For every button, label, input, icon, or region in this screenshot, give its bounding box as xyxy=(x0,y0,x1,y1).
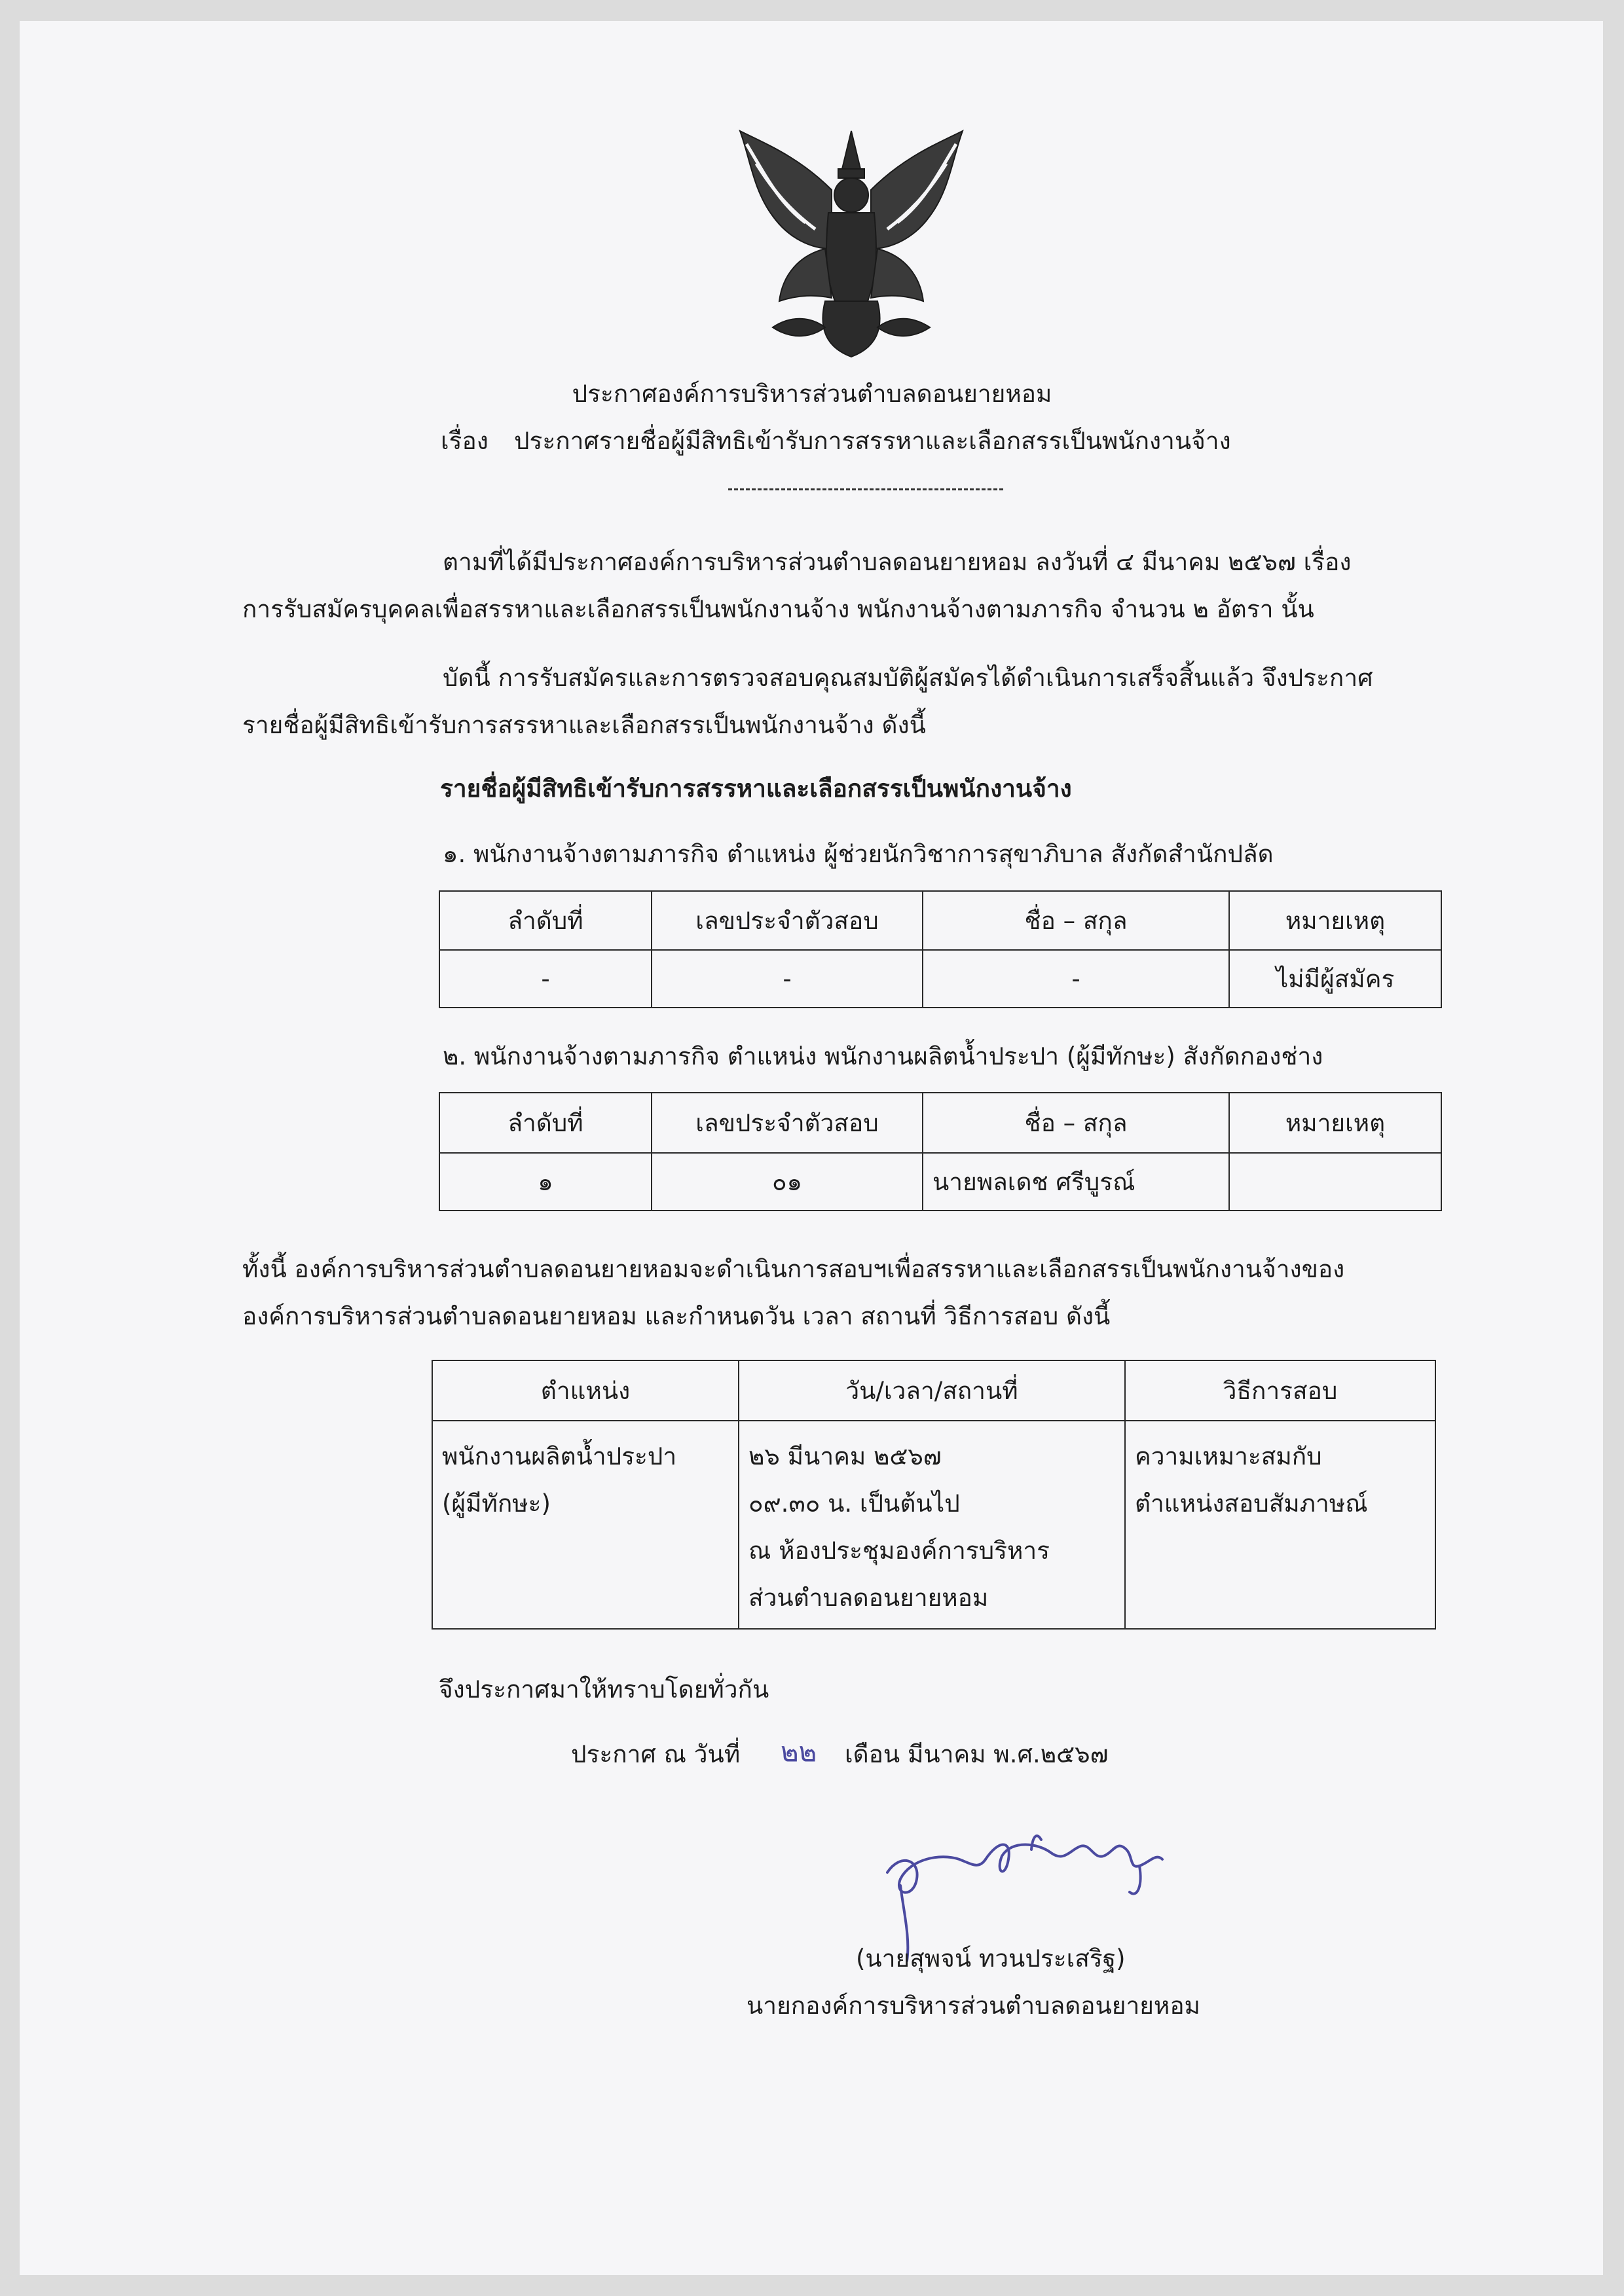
table-cell: ๐๑ xyxy=(652,1153,923,1211)
para1-line2: การรับสมัครบุคคลเพื่อสรรหาและเลือกสรรเป็นพนักงานจ้าง พนักงานจ้างตามภารกิจ จำนวน ๒ อัตรา นั้น xyxy=(242,595,1314,623)
signer-title: นายกองค์การบริหารส่วนตำบลดอนยายหอม xyxy=(747,1992,1200,2020)
schedule-line: ๒๖ มีนาคม ๒๕๖๗ xyxy=(748,1442,942,1470)
para2-line1: บัดนี้ การรับสมัครและการตรวจสอบคุณสมบัติผู้สมัครได้ดำเนินการเสร็จสิ้นแล้ว จึงประกาศ xyxy=(443,664,1373,692)
schedule-line: ณ ห้องประชุมองค์การบริหาร xyxy=(748,1537,1050,1565)
exam-intro-line1: ทั้งนี้ องค์การบริหารส่วนตำบลดอนยายหอมจะดำเนินการสอบฯเพื่อสรรหาและเลือกสรรเป็นพนักงานจ้างของ xyxy=(242,1255,1345,1283)
header-cell: ตำแหน่ง xyxy=(432,1360,739,1421)
table-cell xyxy=(1229,1153,1441,1211)
header-cell: ลำดับที่ xyxy=(439,1093,652,1153)
garuda-emblem-icon xyxy=(727,118,976,373)
header-cell: หมายเหตุ xyxy=(1229,891,1441,950)
table-cell: ๑ xyxy=(439,1153,652,1211)
position-cell xyxy=(432,1421,739,1629)
header-cell: เลขประจำตัวสอบ xyxy=(652,891,923,950)
table-row xyxy=(439,1153,1441,1211)
table-cell: นายพลเดช ศรีบูรณ์ xyxy=(923,1153,1229,1211)
issuer-title: ประกาศองค์การบริหารส่วนตำบลดอนยายหอม xyxy=(572,380,1052,408)
list-heading: รายชื่อผู้มีสิทธิเข้ารับการสรรหาและเลือกสรรเป็นพนักงานจ้าง xyxy=(440,774,1072,803)
closing-announce: จึงประกาศมาให้ทราบโดยทั่วกัน xyxy=(439,1675,769,1704)
date-prefix: ประกาศ ณ วันที่ xyxy=(571,1740,741,1768)
section2-table xyxy=(439,1092,1442,1211)
header-cell: หมายเหตุ xyxy=(1229,1093,1441,1153)
method-cell xyxy=(1125,1421,1435,1629)
table-row xyxy=(439,950,1441,1008)
signer-name: (นายสุพจน์ ทวนประเสริฐ) xyxy=(856,1944,1126,1973)
header-cell: ลำดับที่ xyxy=(439,891,652,950)
date-suffix: เดือน มีนาคม พ.ศ.๒๕๖๗ xyxy=(845,1740,1109,1768)
header-divider xyxy=(728,488,1003,490)
table-cell: - xyxy=(652,950,923,1008)
method-line: ตำแหน่งสอบสัมภาษณ์ xyxy=(1135,1489,1368,1518)
header-cell: ชื่อ – สกุล xyxy=(923,1093,1229,1153)
table-cell: - xyxy=(439,950,652,1008)
header-cell: วิธีการสอบ xyxy=(1125,1360,1435,1421)
subject-text: ประกาศรายชื่อผู้มีสิทธิเข้ารับการสรรหาและเลือกสรรเป็นพนักงานจ้าง xyxy=(514,427,1231,455)
schedule-line: ๐๙.๓๐ น. เป็นต้นไป xyxy=(748,1489,960,1518)
position-line: (ผู้มีทักษะ) xyxy=(442,1489,551,1518)
para1-line1: ตามที่ได้มีประกาศองค์การบริหารส่วนตำบลดอนยายหอม ลงวันที่ ๔ มีนาคม ๒๕๖๗ เรื่อง xyxy=(443,548,1352,576)
exam-schedule-table xyxy=(432,1360,1436,1630)
handwritten-date-day: ๒๒ xyxy=(781,1736,817,1768)
para2-line2: รายชื่อผู้มีสิทธิเข้ารับการสรรหาและเลือกสรรเป็นพนักงานจ้าง ดังนี้ xyxy=(242,711,926,739)
exam-intro-line2: องค์การบริหารส่วนตำบลดอนยายหอม และกำหนดวัน เวลา สถานที่ วิธีการสอบ ดังนี้ xyxy=(242,1302,1111,1330)
schedule-cell xyxy=(739,1421,1125,1629)
table-cell: ไม่มีผู้สมัคร xyxy=(1229,950,1441,1008)
method-line: ความเหมาะสมกับ xyxy=(1135,1442,1322,1470)
section1-table xyxy=(439,890,1442,1008)
header-cell: ชื่อ – สกุล xyxy=(923,891,1229,950)
table-row xyxy=(432,1421,1435,1629)
header-cell: วัน/เวลา/สถานที่ xyxy=(739,1360,1125,1421)
header-cell: เลขประจำตัวสอบ xyxy=(652,1093,923,1153)
table-header-row xyxy=(439,891,1441,950)
position-line: พนักงานผลิตน้ำประปา xyxy=(442,1442,677,1470)
subject-label: เรื่อง xyxy=(441,427,489,455)
schedule-line: ส่วนตำบลดอนยายหอม xyxy=(748,1584,989,1612)
section1-title: ๑. พนักงานจ้างตามภารกิจ ตำแหน่ง ผู้ช่วยนักวิชาการสุขาภิบาล สังกัดสำนักปลัด xyxy=(443,840,1274,868)
table-cell: - xyxy=(923,950,1229,1008)
table-header-row xyxy=(439,1093,1441,1153)
table-header-row xyxy=(432,1360,1435,1421)
section2-title: ๒. พนักงานจ้างตามภารกิจ ตำแหน่ง พนักงานผลิตน้ำประปา (ผู้มีทักษะ) สังกัดกองช่าง xyxy=(443,1042,1323,1070)
